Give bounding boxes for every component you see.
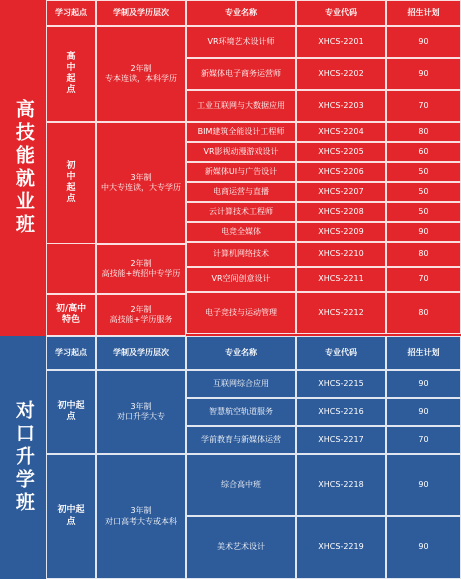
header-major: 专业名称 (186, 336, 296, 370)
stage-cell-continued (46, 244, 96, 294)
stage-cell: 初/高中特色 (46, 294, 96, 336)
major-name: 综合高中班 (186, 454, 296, 516)
major-name: VR环境艺术设计师 (186, 26, 296, 58)
quota-value: 50 (386, 182, 461, 202)
quota-value: 70 (386, 426, 461, 454)
major-code: XHCS-2201 (296, 26, 386, 58)
employment-section-title: 高技能就业班 (12, 99, 35, 237)
header-code: 专业代码 (296, 0, 386, 26)
major-name: 学前教育与新媒体运营 (186, 426, 296, 454)
header-quota: 招生计划 (386, 0, 461, 26)
quota-value: 70 (386, 267, 461, 292)
major-name: BIM建筑全能设计工程师 (186, 122, 296, 142)
major-code: XHCS-2215 (296, 370, 386, 398)
admission-section-title: 对口升学班 (12, 400, 35, 515)
system-cell (96, 370, 186, 454)
system-cell (96, 26, 186, 122)
quota-value: 90 (386, 516, 461, 579)
stage-cell: 初中起点 (46, 454, 96, 579)
quota-value: 90 (386, 58, 461, 90)
major-name: 智慧航空轨道服务 (186, 398, 296, 426)
system-cell (96, 244, 186, 294)
quota-value: 90 (386, 26, 461, 58)
quota-value: 80 (386, 122, 461, 142)
header-code: 专业代码 (296, 336, 386, 370)
quota-value: 90 (386, 222, 461, 242)
system-years: 2年制 (130, 63, 152, 73)
quota-value: 80 (386, 242, 461, 267)
major-code: XHCS-2211 (296, 267, 386, 292)
system-cell (96, 294, 186, 336)
quota-value: 50 (386, 202, 461, 222)
stage-cell: 高中起点 (46, 26, 96, 122)
major-code: XHCS-2208 (296, 202, 386, 222)
major-name: 电子竞技与运动管理 (186, 292, 296, 334)
major-code: XHCS-2203 (296, 90, 386, 122)
major-code: XHCS-2204 (296, 122, 386, 142)
header-system: 学制及学历层次 (96, 0, 186, 26)
stage-cell: 初中起点 (46, 370, 96, 454)
major-code: XHCS-2218 (296, 454, 386, 516)
major-name: 电竞全媒体 (186, 222, 296, 242)
system-degree: 高技能+学历服务 (109, 315, 173, 324)
major-name: 新媒体UI与广告设计 (186, 162, 296, 182)
major-name: 工业互联网与大数据应用 (186, 90, 296, 122)
header-quota: 招生计划 (386, 336, 461, 370)
quota-value: 80 (386, 292, 461, 334)
quota-value: 90 (386, 398, 461, 426)
major-code: XHCS-2209 (296, 222, 386, 242)
system-cell (96, 122, 186, 244)
major-code: XHCS-2210 (296, 242, 386, 267)
system-degree: 专本连读，本科学历 (105, 74, 177, 83)
system-years: 3年制 (130, 506, 152, 516)
major-code: XHCS-2205 (296, 142, 386, 162)
system-degree: 中大专连读，大专学历 (101, 183, 181, 192)
major-code: XHCS-2216 (296, 398, 386, 426)
major-name: 云计算技术工程师 (186, 202, 296, 222)
quota-value: 60 (386, 142, 461, 162)
major-code: XHCS-2212 (296, 292, 386, 334)
major-code: XHCS-2219 (296, 516, 386, 579)
major-code: XHCS-2217 (296, 426, 386, 454)
system-cell (96, 454, 186, 579)
system-degree: 对口高考大专或本科 (105, 516, 177, 526)
system-years: 3年制 (130, 401, 152, 411)
header-major: 专业名称 (186, 0, 296, 26)
quota-value: 90 (386, 370, 461, 398)
major-name: 美术艺术设计 (186, 516, 296, 579)
major-code: XHCS-2206 (296, 162, 386, 182)
major-name: 电商运营与直播 (186, 182, 296, 202)
header-stage: 学习起点 (46, 336, 96, 370)
quota-value: 70 (386, 90, 461, 122)
system-degree: 对口升学大专 (117, 412, 165, 421)
major-code: XHCS-2207 (296, 182, 386, 202)
system-degree: 高技能+统招中专学历 (101, 269, 181, 278)
major-name: 新媒体电子商务运营师 (186, 58, 296, 90)
quota-value: 90 (386, 454, 461, 516)
stage-cell: 初中起点 (46, 122, 96, 244)
quota-value: 50 (386, 162, 461, 182)
system-years: 2年制 (130, 258, 152, 268)
system-years: 3年制 (130, 172, 152, 182)
major-name: 计算机网络技术 (186, 242, 296, 267)
major-code: XHCS-2202 (296, 58, 386, 90)
header-system: 学制及学历层次 (96, 336, 186, 370)
major-name: VR影视动漫游戏设计 (186, 142, 296, 162)
major-name: 互联网综合应用 (186, 370, 296, 398)
header-stage: 学习起点 (46, 0, 96, 26)
system-years: 2年制 (130, 304, 152, 314)
major-name: VR空间创意设计 (186, 267, 296, 292)
